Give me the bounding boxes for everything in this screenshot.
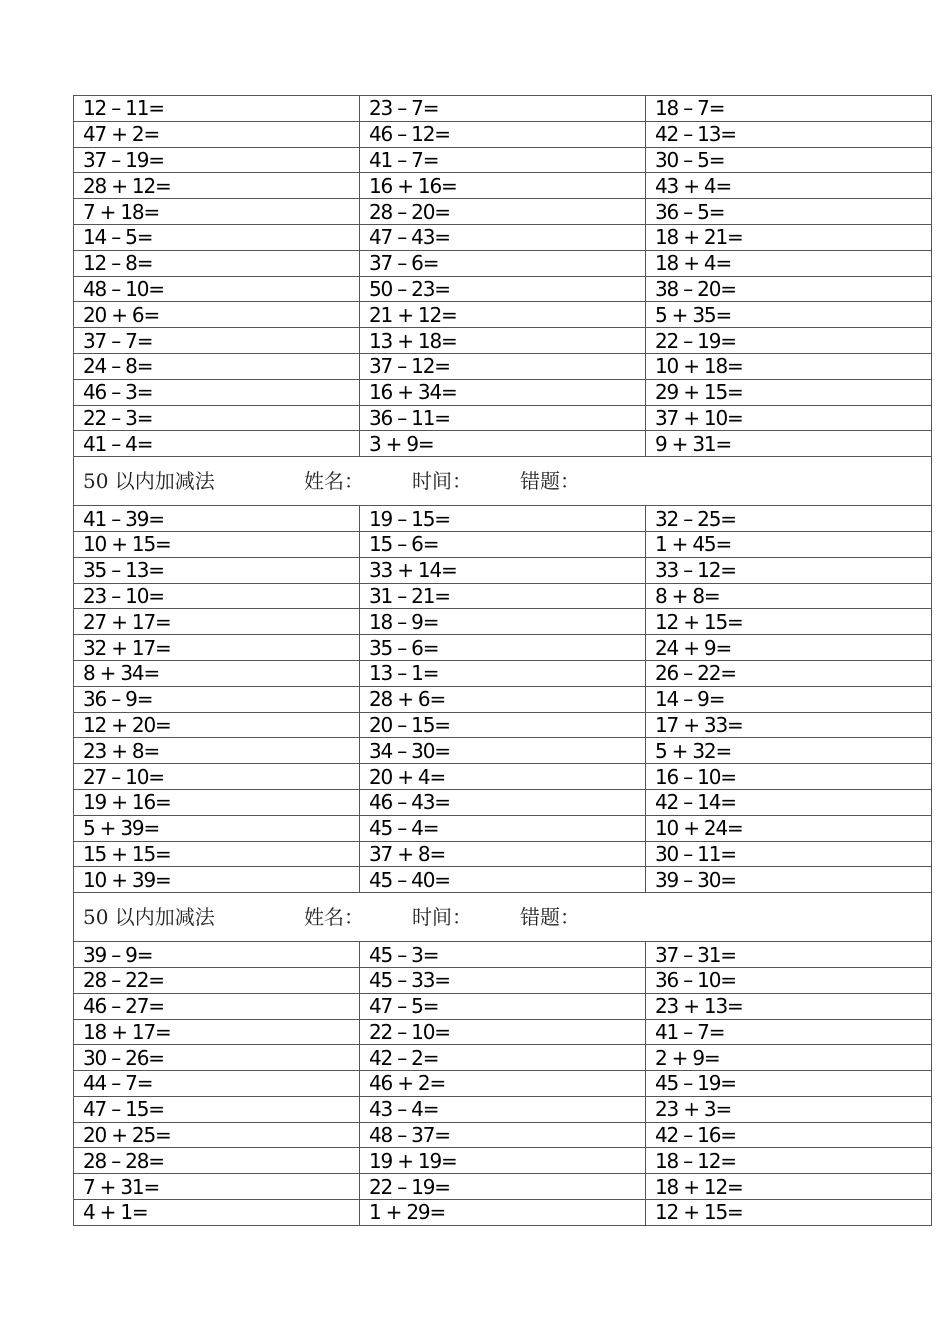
problem-cell: 23 + 13= — [646, 993, 932, 1019]
problem-cell: 19 – 15= — [360, 506, 646, 532]
worksheet-table — [73, 95, 932, 1226]
problem-cell: 41 – 7= — [646, 1019, 932, 1045]
problem-cell: 37 – 6= — [360, 250, 646, 276]
problem-row — [74, 1045, 932, 1071]
problem-cell: 10 + 24= — [646, 815, 932, 841]
problem-cell: 22 – 19= — [646, 328, 932, 354]
problem-cell: 33 + 14= — [360, 557, 646, 583]
problem-cell: 10 + 15= — [74, 531, 360, 557]
problem-row — [74, 1148, 932, 1174]
problem-row — [74, 302, 932, 328]
problem-cell: 16 – 10= — [646, 764, 932, 790]
worksheet-title: 50 以内加减法 — [83, 469, 215, 494]
problem-cell: 46 – 12= — [360, 121, 646, 147]
problem-cell: 46 + 2= — [360, 1071, 646, 1097]
problem-cell: 15 – 6= — [360, 531, 646, 557]
problem-row — [74, 1019, 932, 1045]
problem-cell: 12 + 15= — [646, 609, 932, 635]
problem-row — [74, 1200, 932, 1226]
problem-cell: 4 + 1= — [74, 1200, 360, 1226]
problem-row — [74, 841, 932, 867]
problem-row — [74, 942, 932, 968]
problem-cell: 47 – 43= — [360, 224, 646, 250]
problem-cell: 37 – 12= — [360, 353, 646, 379]
problem-row — [74, 738, 932, 764]
name-label: 姓名： — [304, 469, 364, 494]
problem-cell: 42 – 16= — [646, 1122, 932, 1148]
problem-cell: 30 – 11= — [646, 841, 932, 867]
problem-cell: 13 – 1= — [360, 660, 646, 686]
problem-cell: 20 + 4= — [360, 764, 646, 790]
problem-cell: 48 – 37= — [360, 1122, 646, 1148]
problem-row — [74, 328, 932, 354]
problem-cell: 45 – 40= — [360, 867, 646, 893]
problem-cell: 41 – 4= — [74, 431, 360, 457]
problem-cell: 46 – 27= — [74, 993, 360, 1019]
problem-row — [74, 867, 932, 893]
problem-cell: 30 – 26= — [74, 1045, 360, 1071]
problem-cell: 15 + 15= — [74, 841, 360, 867]
problem-cell: 39 – 9= — [74, 942, 360, 968]
problem-cell: 36 – 5= — [646, 199, 932, 225]
problem-cell: 36 – 9= — [74, 686, 360, 712]
problem-cell: 29 + 15= — [646, 379, 932, 405]
problem-cell: 19 + 19= — [360, 1148, 646, 1174]
problem-cell: 45 – 3= — [360, 942, 646, 968]
problem-row — [74, 506, 932, 532]
problem-cell: 22 – 10= — [360, 1019, 646, 1045]
worksheet-header — [74, 457, 932, 506]
problem-cell: 10 + 39= — [74, 867, 360, 893]
problem-cell: 24 + 9= — [646, 635, 932, 661]
problem-cell: 5 + 39= — [74, 815, 360, 841]
problem-cell: 9 + 31= — [646, 431, 932, 457]
problem-row — [74, 712, 932, 738]
problem-row — [74, 609, 932, 635]
problem-cell: 18 + 12= — [646, 1174, 932, 1200]
problem-cell: 44 – 7= — [74, 1071, 360, 1097]
problem-cell: 37 + 10= — [646, 405, 932, 431]
problem-row — [74, 557, 932, 583]
errors-label: 错题： — [520, 469, 580, 494]
problem-cell: 30 – 5= — [646, 147, 932, 173]
problem-cell: 37 – 31= — [646, 942, 932, 968]
problem-cell: 37 – 7= — [74, 328, 360, 354]
problem-cell: 23 + 3= — [646, 1096, 932, 1122]
problem-cell: 45 – 33= — [360, 967, 646, 993]
problem-cell: 35 – 6= — [360, 635, 646, 661]
problem-cell: 16 + 34= — [360, 379, 646, 405]
problem-cell: 18 – 12= — [646, 1148, 932, 1174]
problem-cell: 19 + 16= — [74, 789, 360, 815]
problem-cell: 8 + 34= — [74, 660, 360, 686]
problem-cell: 14 – 5= — [74, 224, 360, 250]
problem-cell: 33 – 12= — [646, 557, 932, 583]
problem-cell: 35 – 13= — [74, 557, 360, 583]
problem-cell: 20 + 25= — [74, 1122, 360, 1148]
problem-cell: 45 – 4= — [360, 815, 646, 841]
problem-cell: 22 – 19= — [360, 1174, 646, 1200]
problem-cell: 18 + 4= — [646, 250, 932, 276]
problem-cell: 8 + 8= — [646, 583, 932, 609]
problem-cell: 17 + 33= — [646, 712, 932, 738]
problem-cell: 20 – 15= — [360, 712, 646, 738]
problem-cell: 34 – 30= — [360, 738, 646, 764]
worksheet-header-row — [74, 457, 932, 506]
problem-cell: 39 – 30= — [646, 867, 932, 893]
problem-row — [74, 764, 932, 790]
problem-row — [74, 583, 932, 609]
worksheet-title: 50 以内加减法 — [83, 905, 215, 930]
problem-cell: 43 + 4= — [646, 173, 932, 199]
problem-row — [74, 635, 932, 661]
problem-cell: 36 – 10= — [646, 967, 932, 993]
problem-row — [74, 660, 932, 686]
problem-cell: 20 + 6= — [74, 302, 360, 328]
time-label: 时间： — [412, 469, 472, 494]
problem-cell: 43 – 4= — [360, 1096, 646, 1122]
problem-cell: 5 + 32= — [646, 738, 932, 764]
problem-cell: 45 – 19= — [646, 1071, 932, 1097]
problem-cell: 7 + 18= — [74, 199, 360, 225]
worksheet — [73, 95, 901, 1226]
problem-cell: 28 – 22= — [74, 967, 360, 993]
problem-cell: 18 + 21= — [646, 224, 932, 250]
problem-cell: 2 + 9= — [646, 1045, 932, 1071]
problem-cell: 23 – 7= — [360, 96, 646, 122]
problem-cell: 42 – 13= — [646, 121, 932, 147]
problem-cell: 14 – 9= — [646, 686, 932, 712]
problem-cell: 12 – 8= — [74, 250, 360, 276]
problem-row — [74, 1174, 932, 1200]
name-label: 姓名： — [304, 905, 364, 930]
problem-cell: 18 + 17= — [74, 1019, 360, 1045]
problem-cell: 47 + 2= — [74, 121, 360, 147]
problem-row — [74, 431, 932, 457]
problem-cell: 28 + 12= — [74, 173, 360, 199]
problem-cell: 36 – 11= — [360, 405, 646, 431]
problem-cell: 50 – 23= — [360, 276, 646, 302]
problem-row — [74, 250, 932, 276]
problem-cell: 37 + 8= — [360, 841, 646, 867]
errors-label: 错题： — [520, 905, 580, 930]
problem-row — [74, 815, 932, 841]
problem-cell: 26 – 22= — [646, 660, 932, 686]
problem-cell: 5 + 35= — [646, 302, 932, 328]
problem-row — [74, 686, 932, 712]
problem-row — [74, 199, 932, 225]
problem-cell: 37 – 19= — [74, 147, 360, 173]
problem-cell: 10 + 18= — [646, 353, 932, 379]
problem-cell: 1 + 29= — [360, 1200, 646, 1226]
problem-row — [74, 121, 932, 147]
problem-cell: 23 – 10= — [74, 583, 360, 609]
problem-cell: 48 – 10= — [74, 276, 360, 302]
problem-cell: 1 + 45= — [646, 531, 932, 557]
problem-row — [74, 1071, 932, 1097]
problem-cell: 24 – 8= — [74, 353, 360, 379]
problem-cell: 18 – 7= — [646, 96, 932, 122]
problem-cell: 41 – 39= — [74, 506, 360, 532]
problem-cell: 42 – 2= — [360, 1045, 646, 1071]
problem-cell: 42 – 14= — [646, 789, 932, 815]
problem-cell: 38 – 20= — [646, 276, 932, 302]
problem-cell: 32 + 17= — [74, 635, 360, 661]
problem-cell: 13 + 18= — [360, 328, 646, 354]
problem-cell: 27 + 17= — [74, 609, 360, 635]
problem-row — [74, 789, 932, 815]
problem-cell: 32 – 25= — [646, 506, 932, 532]
worksheet-header-row — [74, 893, 932, 942]
problem-row — [74, 96, 932, 122]
problem-cell: 41 – 7= — [360, 147, 646, 173]
problem-row — [74, 405, 932, 431]
problem-cell: 46 – 3= — [74, 379, 360, 405]
problem-cell: 18 – 9= — [360, 609, 646, 635]
problem-cell: 46 – 43= — [360, 789, 646, 815]
problem-cell: 28 – 28= — [74, 1148, 360, 1174]
problem-cell: 28 – 20= — [360, 199, 646, 225]
problem-cell: 21 + 12= — [360, 302, 646, 328]
problem-cell: 28 + 6= — [360, 686, 646, 712]
problem-row — [74, 993, 932, 1019]
problem-cell: 23 + 8= — [74, 738, 360, 764]
problem-row — [74, 1096, 932, 1122]
problem-row — [74, 353, 932, 379]
problem-cell: 27 – 10= — [74, 764, 360, 790]
problem-cell: 16 + 16= — [360, 173, 646, 199]
problem-cell: 7 + 31= — [74, 1174, 360, 1200]
problem-cell: 31 – 21= — [360, 583, 646, 609]
problem-cell: 22 – 3= — [74, 405, 360, 431]
problem-row — [74, 379, 932, 405]
problem-cell: 3 + 9= — [360, 431, 646, 457]
worksheet-header — [74, 893, 932, 942]
problem-row — [74, 224, 932, 250]
problem-cell: 12 – 11= — [74, 96, 360, 122]
problem-row — [74, 173, 932, 199]
problem-cell: 12 + 20= — [74, 712, 360, 738]
problem-cell: 12 + 15= — [646, 1200, 932, 1226]
problem-row — [74, 967, 932, 993]
time-label: 时间： — [412, 905, 472, 930]
problem-row — [74, 147, 932, 173]
problem-row — [74, 531, 932, 557]
problem-row — [74, 276, 932, 302]
problem-cell: 47 – 15= — [74, 1096, 360, 1122]
problem-row — [74, 1122, 932, 1148]
problem-cell: 47 – 5= — [360, 993, 646, 1019]
